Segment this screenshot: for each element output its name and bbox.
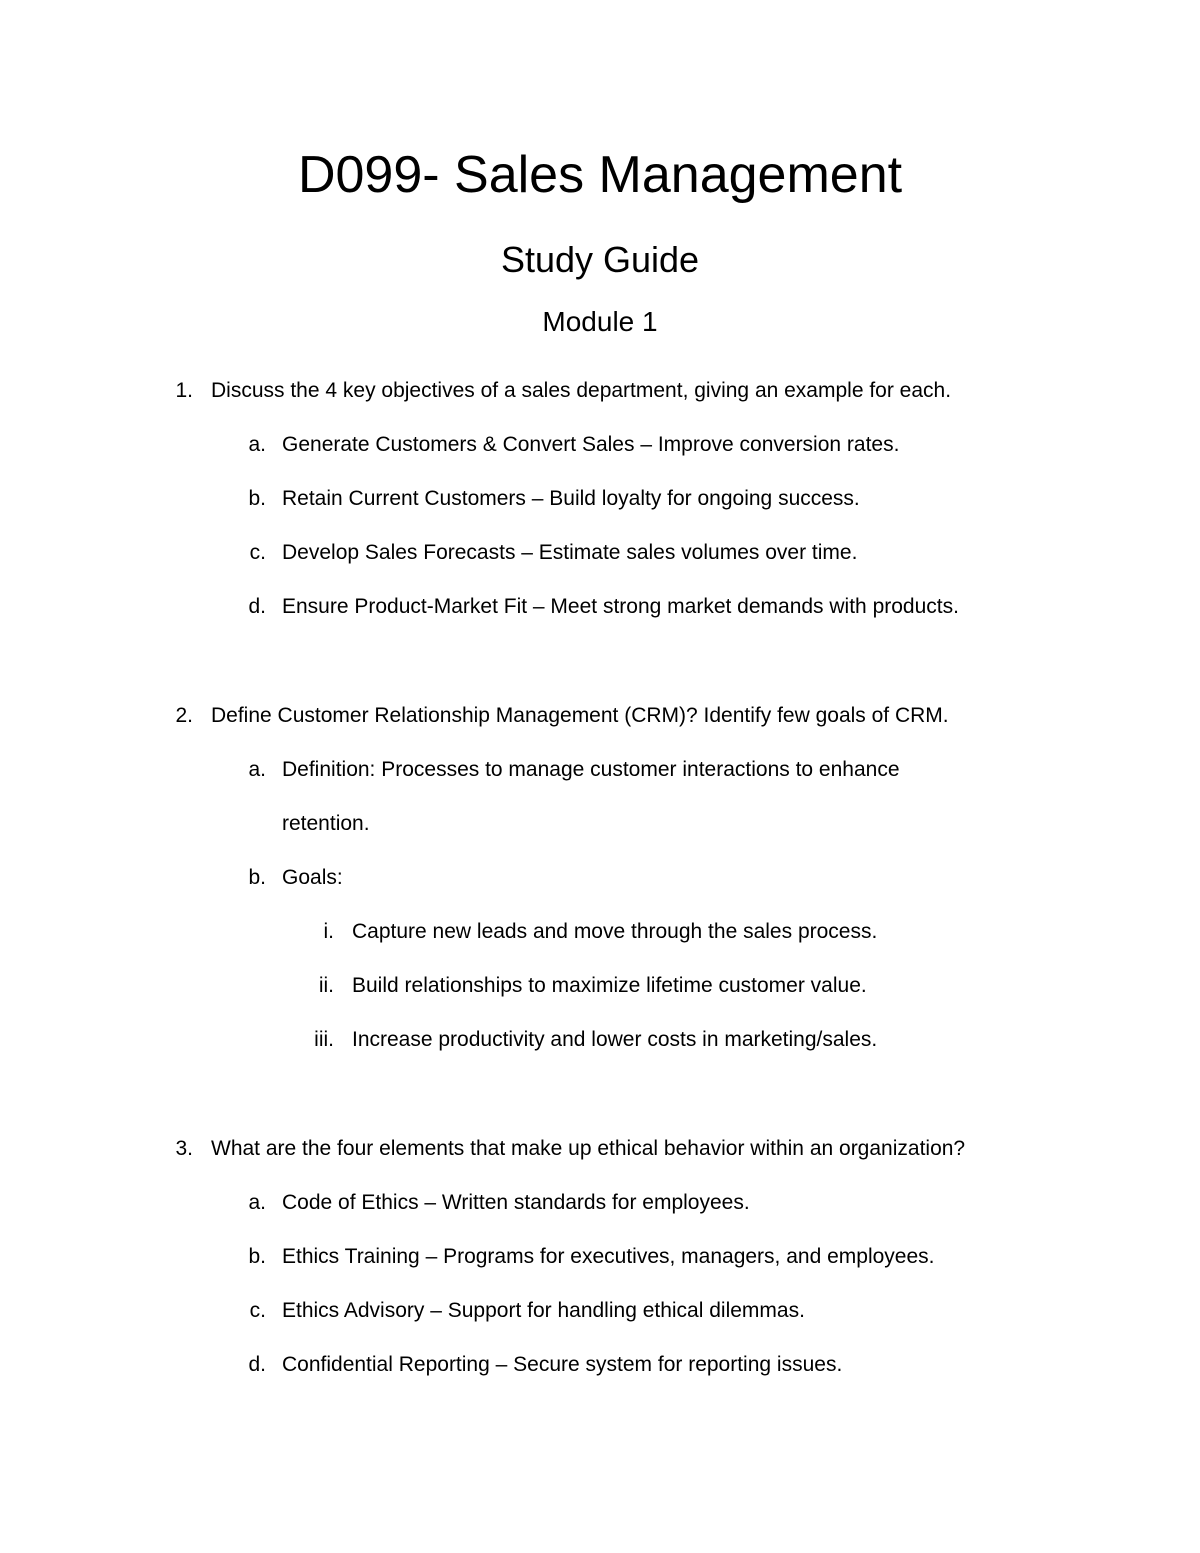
answer-marker: c. (249, 541, 266, 564)
answer-text: Definition: Processes to manage customer interactions to enhance (282, 758, 900, 781)
answer-marker: d. (248, 1353, 266, 1376)
answer-text: Ethics Training – Programs for executives, managers, and employees. (282, 1245, 935, 1268)
question-number: 3. (175, 1137, 193, 1160)
answer-text: Code of Ethics – Written standards for employees. (282, 1191, 750, 1214)
module-heading: Module 1 (542, 306, 658, 337)
answer-text: Develop Sales Forecasts – Estimate sales volumes over time. (282, 541, 858, 564)
answer-marker: d. (248, 595, 266, 618)
answer-text: Ensure Product-Market Fit – Meet strong market demands with products. (282, 595, 959, 618)
goal-text: Capture new leads and move through the sales process. (352, 920, 878, 943)
answer-text: Goals: (282, 866, 343, 889)
goal-text: Increase productivity and lower costs in marketing/sales. (352, 1028, 878, 1051)
question-number: 1. (175, 379, 193, 402)
goal-marker: iii. (314, 1028, 334, 1051)
answer-marker: c. (249, 1299, 266, 1322)
answer-text: Retain Current Customers – Build loyalty for ongoing success. (282, 487, 860, 510)
question-text: Discuss the 4 key objectives of a sales department, giving an example for each. (211, 379, 952, 402)
answer-marker: b. (248, 1245, 266, 1268)
answer-text: Ethics Advisory – Support for handling ethical dilemmas. (282, 1299, 805, 1322)
question-number: 2. (175, 704, 193, 727)
answer-marker: a. (248, 1191, 266, 1214)
answer-marker: b. (248, 866, 266, 889)
answer-text: Generate Customers & Convert Sales – Improve conversion rates. (282, 433, 900, 456)
question-text: Define Customer Relationship Management (CRM)? Identify few goals of CRM. (211, 704, 949, 727)
answer-marker: b. (248, 487, 266, 510)
goal-marker: ii. (318, 974, 334, 997)
answer-text: Confidential Reporting – Secure system for reporting issues. (282, 1353, 843, 1376)
document-title: D099- Sales Management (297, 146, 903, 204)
question-text: What are the four elements that make up ethical behavior within an organization? (211, 1137, 966, 1160)
document-subtitle: Study Guide (500, 239, 700, 280)
goal-text: Build relationships to maximize lifetime customer value. (352, 974, 867, 997)
answer-text: retention. (282, 812, 370, 835)
answer-marker: a. (248, 433, 266, 456)
goal-marker: i. (323, 920, 334, 943)
answer-marker: a. (248, 758, 266, 781)
